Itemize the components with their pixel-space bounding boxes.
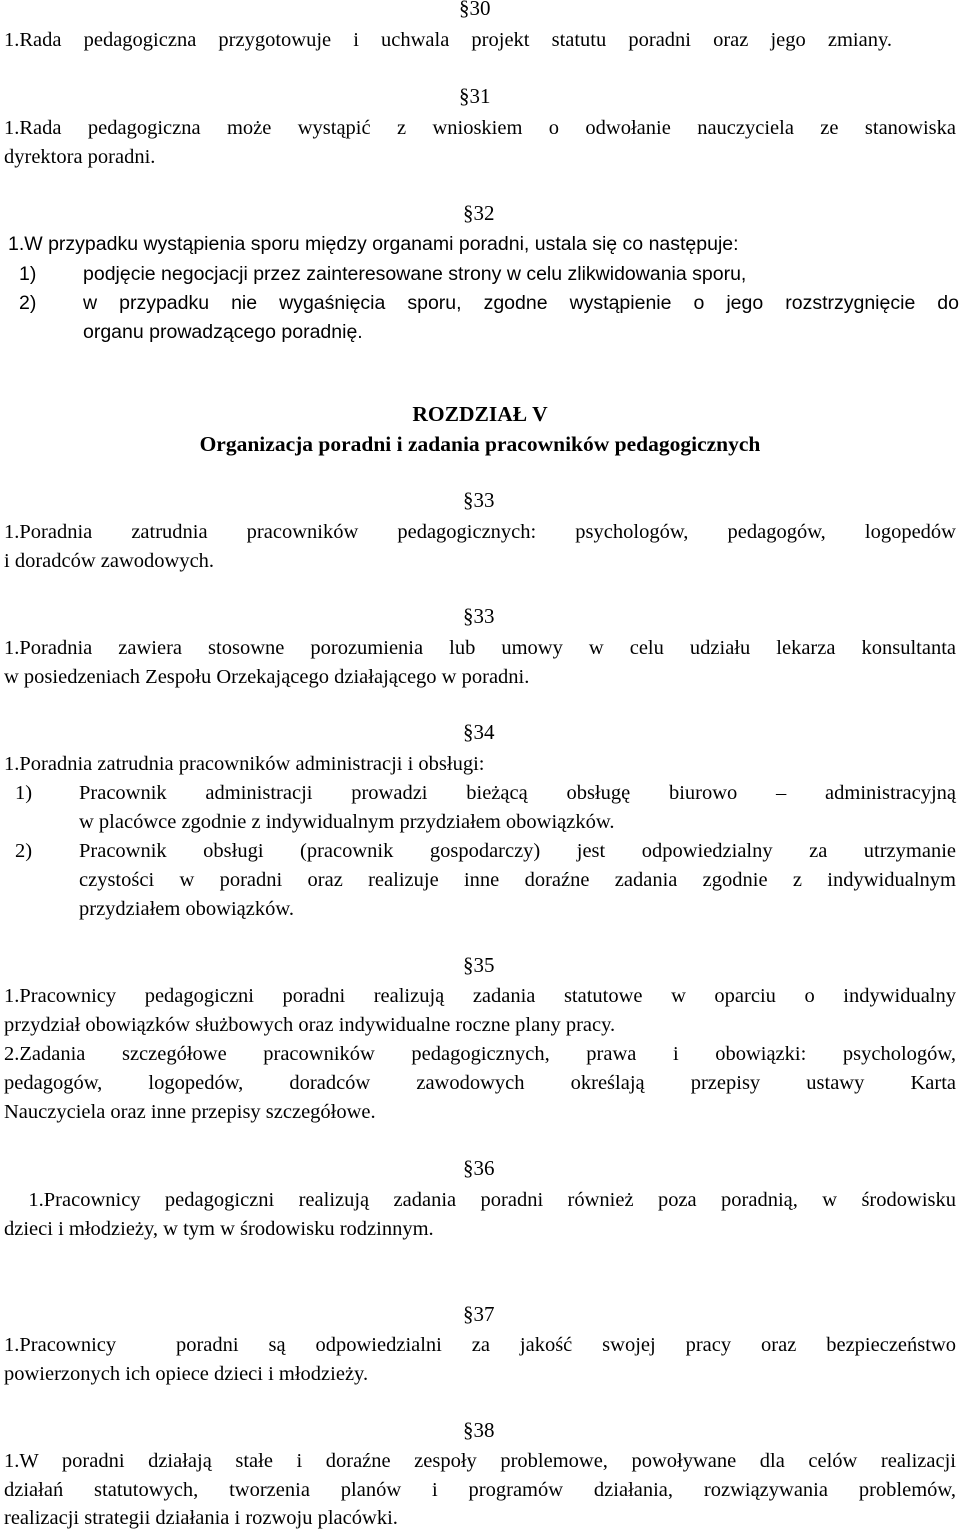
section-sign-31: §31 <box>459 84 491 108</box>
section-sign-30: §30 <box>459 0 491 20</box>
s31-paragraph-line1: 1.Rada pedagogiczna może wystąpić z wnioskiem o odwołanie nauczyciela ze stanowiska <box>4 117 956 139</box>
s34-list <box>4 779 956 924</box>
s38-line2: działań statutowych, tworzenia planów i programów działania, rozwiązywania problemów, <box>4 1479 956 1501</box>
list-item-text-cont: przydziałem obowiązków. <box>79 898 294 920</box>
list-item <box>8 260 960 289</box>
section-sign-33-second: §33 <box>463 604 495 628</box>
s31-paragraph-line2: dyrektora poradni. <box>4 146 156 168</box>
s33a-paragraph-line2: i doradców zawodowych. <box>4 550 215 572</box>
list-item-number: 2) <box>15 840 33 862</box>
section-sign-37: §37 <box>463 1302 495 1326</box>
s37-line1: 1.Pracownicy poradni są odpowiedzialni za jakość swojej pracy oraz bezpieczeństwo <box>4 1334 956 1356</box>
s36-line1: 1.Pracownicy pedagogiczni realizują zadania poradni również poza poradnią, w środowisku <box>4 1189 956 1211</box>
s35-p1-line2: przydział obowiązków służbowych oraz indywidualne roczne plany pracy. <box>4 1014 616 1036</box>
s35-p2-line2: pedagogów, logopedów, doradców zawodowych określają przepisy ustawy Karta <box>4 1072 956 1094</box>
list-item-text: Pracownik administracji prowadzi bieżącą obsługę biurowo – administracyjną <box>79 782 956 804</box>
list-item-text-cont: czystości w poradni oraz realizuje inne doraźne zadania zgodnie z indywidualnym <box>79 869 956 891</box>
chapter-subtitle: Organizacja poradni i zadania pracowników pedagogicznych <box>199 432 761 456</box>
list-item-text-cont: organu prowadzącego poradnię. <box>83 321 363 343</box>
list-item-number: 1) <box>15 782 33 804</box>
s33a-paragraph-line1: 1.Poradnia zatrudnia pracowników pedagogicznych: psychologów, pedagogów, logopedów <box>4 521 956 543</box>
s32-paragraph: 1.W przypadku wystąpienia sporu między organami poradni, ustala się co następuje: <box>8 233 739 255</box>
list-item-number: 1) <box>19 263 37 285</box>
s33b-paragraph-line2: w posiedzeniach Zespołu Orzekającego działającego w poradni. <box>4 666 530 688</box>
s37-line2: powierzonych ich opiece dzieci i młodzieży. <box>4 1363 369 1385</box>
list-item <box>4 837 956 924</box>
s33b-paragraph-line1: 1.Poradnia zawiera stosowne porozumienia lub umowy w celu udziału lekarza konsultanta <box>4 637 956 659</box>
s35-p1-line1: 1.Pracownicy pedagogiczni poradni realizują zadania statutowe w oparciu o indywidualny <box>4 985 956 1007</box>
s32-list <box>8 260 960 347</box>
s30-paragraph: 1.Rada pedagogiczna przygotowuje i uchwala projekt statutu poradni oraz jego zmiany. <box>4 29 892 51</box>
chapter-title: ROZDZIAŁ V <box>412 402 548 426</box>
section-sign-34: §34 <box>463 720 495 744</box>
s38-line3: realizacji strategii działania i rozwoju placówki. <box>4 1507 398 1529</box>
s38-line1: 1.W poradni działają stałe i doraźne zespoły problemowe, powoływane dla celów realizacji <box>4 1450 956 1472</box>
section-sign-32: §32 <box>463 201 495 225</box>
list-item-text: Pracownik obsługi (pracownik gospodarczy) jest odpowiedzialny za utrzymanie <box>79 840 956 862</box>
section-sign-36: §36 <box>463 1156 495 1180</box>
list-item-text-cont: w placówce zgodnie z indywidualnym przydziałem obowiązków. <box>79 811 615 833</box>
list-item <box>8 289 960 347</box>
section-sign-35: §35 <box>463 953 495 977</box>
s35-p2-line3: Nauczyciela oraz inne przepisy szczegółowe. <box>4 1101 376 1123</box>
section-sign-33: §33 <box>463 488 495 512</box>
s36-line2: dzieci i młodzieży, w tym w środowisku rodzinnym. <box>4 1218 434 1240</box>
list-item-number: 2) <box>19 292 37 314</box>
list-item-text: w przypadku nie wygaśnięcia sporu, zgodne wystąpienie o jego rozstrzygnięcie do <box>83 292 959 314</box>
list-item-text: podjęcie negocjacji przez zainteresowane strony w celu zlikwidowania sporu, <box>83 263 747 285</box>
section-sign-38: §38 <box>463 1418 495 1442</box>
s35-p2-line1: 2.Zadania szczegółowe pracowników pedagogicznych, prawa i obowiązki: psychologów, <box>4 1043 956 1065</box>
s34-paragraph: 1.Poradnia zatrudnia pracowników administracji i obsługi: <box>4 753 485 775</box>
list-item <box>4 779 956 837</box>
